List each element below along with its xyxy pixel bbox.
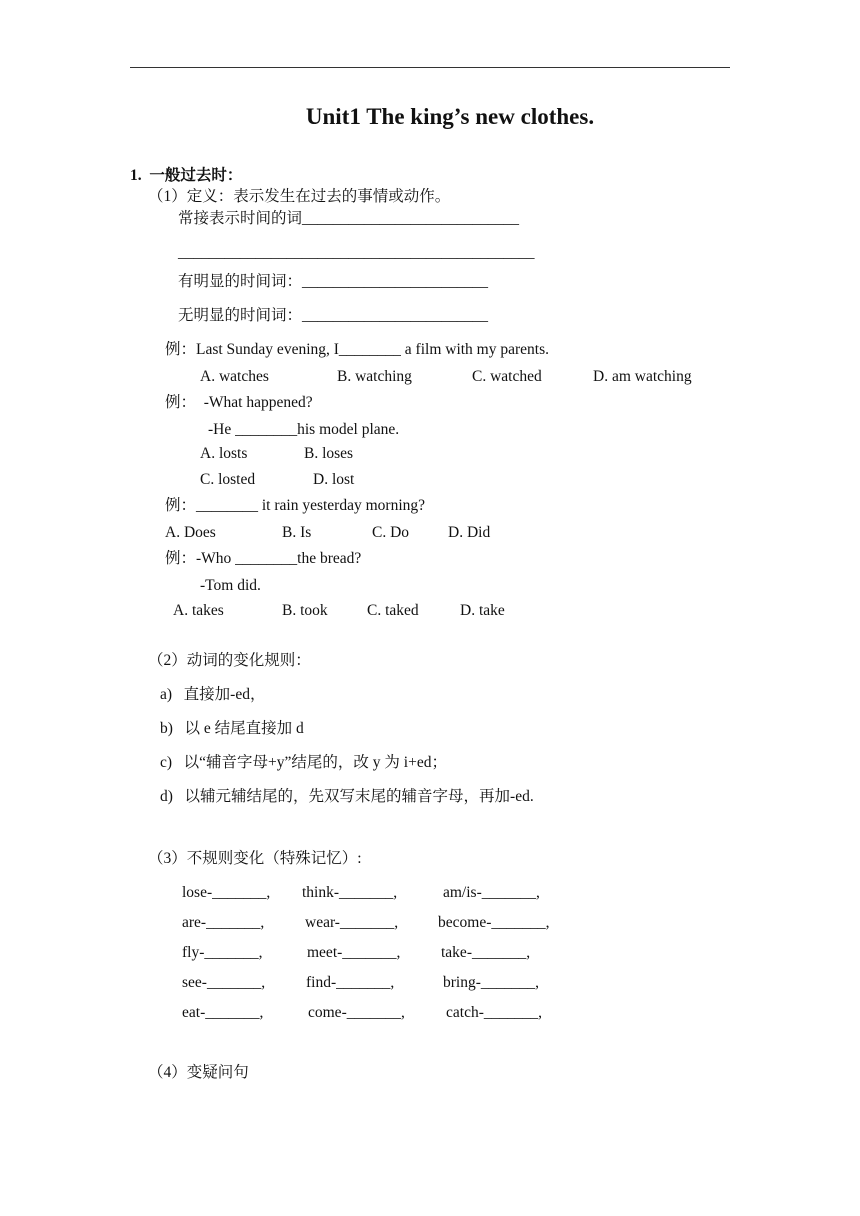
implicit-time-words-blank: 无明显的时间词：________________________ bbox=[178, 307, 489, 324]
example-2-question: 例： -What happened? bbox=[165, 394, 313, 411]
example-1-option: A. watches bbox=[200, 368, 269, 385]
irregular-verb-blank: eat-_______, bbox=[182, 1004, 264, 1021]
time-words-blank: 常接表示时间的词____________________________ bbox=[178, 210, 520, 227]
example-3-option: D. Did bbox=[448, 524, 491, 541]
example-2-option: B. loses bbox=[304, 445, 354, 462]
rule-item: a) 直接加-ed， bbox=[160, 686, 266, 703]
irregular-verb-blank: come-_______, bbox=[308, 1004, 405, 1021]
irregular-verb-blank: find-_______, bbox=[306, 974, 395, 991]
example-3-question: 例：________ it rain yesterday morning? bbox=[165, 497, 426, 514]
rule-item: d) 以辅元辅结尾的，先双写末尾的辅音字母，再加-ed. bbox=[160, 788, 534, 805]
example-2-answer-line: -He ________his model plane. bbox=[208, 421, 400, 438]
irregular-heading: （3）不规则变化（特殊记忆）: bbox=[148, 850, 362, 867]
example-2-option: A. losts bbox=[200, 445, 248, 462]
example-4-option: B. took bbox=[282, 602, 328, 619]
header-rule bbox=[130, 67, 730, 68]
example-3-option: C. Do bbox=[372, 524, 410, 541]
example-4-option: C. taked bbox=[367, 602, 419, 619]
example-4-question: 例：-Who ________the bread? bbox=[165, 550, 362, 567]
example-1-option: B. watching bbox=[337, 368, 412, 385]
irregular-verb-blank: catch-_______, bbox=[446, 1004, 542, 1021]
example-1-option: C. watched bbox=[472, 368, 542, 385]
irregular-verb-blank: meet-_______, bbox=[307, 944, 401, 961]
questions-heading: （4）变疑问句 bbox=[148, 1064, 249, 1081]
irregular-verb-blank: fly-_______, bbox=[182, 944, 263, 961]
irregular-verb-blank: take-_______, bbox=[441, 944, 531, 961]
irregular-verb-blank: wear-_______, bbox=[305, 914, 399, 931]
example-1-option: D. am watching bbox=[593, 368, 692, 385]
irregular-verb-blank: lose-_______, bbox=[182, 884, 271, 901]
example-4-answer-line: -Tom did. bbox=[200, 577, 261, 594]
section-heading: 1. 一般过去时： bbox=[130, 167, 243, 184]
page-title: Unit1 The king’s new clothes. bbox=[305, 104, 595, 129]
example-4-option: A. takes bbox=[173, 602, 224, 619]
irregular-verb-blank: see-_______, bbox=[182, 974, 266, 991]
example-3-option: A. Does bbox=[165, 524, 216, 541]
example-2-option: C. losted bbox=[200, 471, 256, 488]
rules-heading: （2）动词的变化规则： bbox=[148, 652, 311, 669]
example-1-question: 例：Last Sunday evening, I________ a film with my parents. bbox=[165, 341, 549, 358]
definition-line: （1）定义：表示发生在过去的事情或动作。 bbox=[148, 188, 451, 205]
irregular-verb-blank: bring-_______, bbox=[443, 974, 540, 991]
example-4-option: D. take bbox=[460, 602, 505, 619]
example-3-option: B. Is bbox=[282, 524, 312, 541]
irregular-verb-blank: become-_______, bbox=[438, 914, 550, 931]
rule-item: c) 以“辅音字母+y”结尾的，改 y 为 i+ed； bbox=[160, 754, 447, 771]
irregular-verb-blank: think-_______, bbox=[302, 884, 398, 901]
example-2-option: D. lost bbox=[313, 471, 355, 488]
irregular-verb-blank: am/is-_______, bbox=[443, 884, 540, 901]
rule-item: b) 以 e 结尾直接加 d bbox=[160, 720, 304, 737]
time-words-blank-continued: ______________________________________________ bbox=[178, 244, 535, 261]
irregular-verb-blank: are-_______, bbox=[182, 914, 265, 931]
explicit-time-words-blank: 有明显的时间词：________________________ bbox=[178, 273, 489, 290]
